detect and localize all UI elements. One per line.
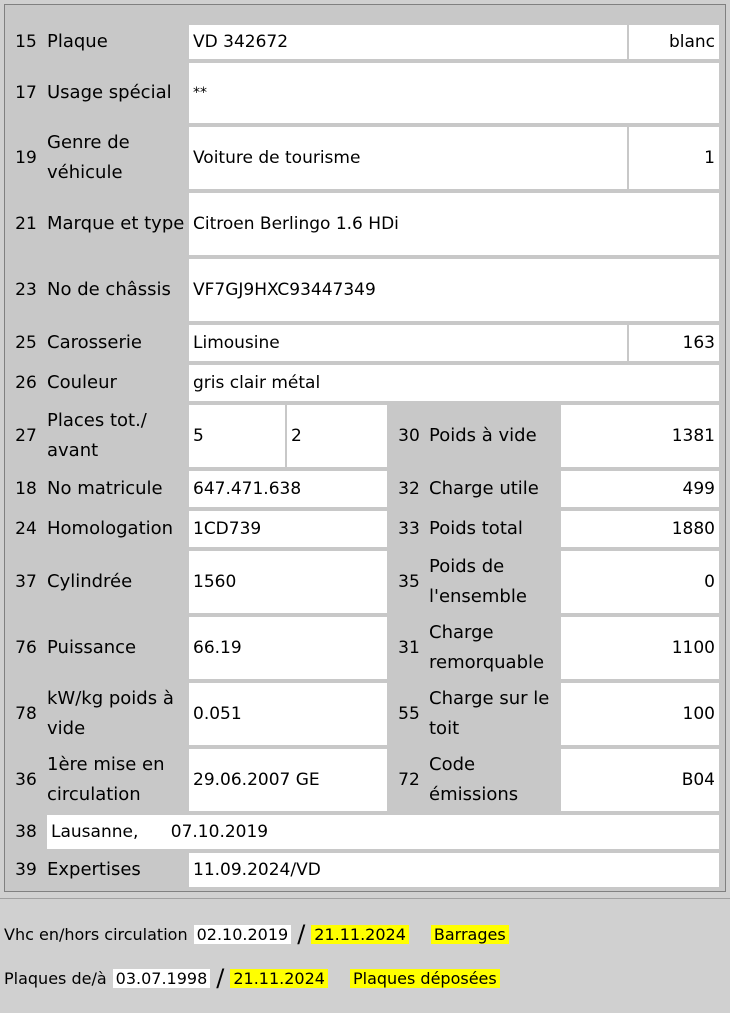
- value-carosserie-code: 163: [629, 325, 719, 361]
- field-number-33: 33: [398, 519, 420, 539]
- value-code-emissions: B04: [561, 749, 719, 811]
- label-couleur: Couleur: [47, 372, 117, 393]
- value-charge-utile: 499: [561, 471, 719, 507]
- field-number-21: 21: [15, 214, 37, 234]
- field-number-24: 24: [15, 519, 37, 539]
- plates-label: Plaques de/à: [4, 968, 107, 988]
- value-usage-special: **: [189, 63, 719, 123]
- label-carosserie: Carosserie: [47, 332, 142, 353]
- label-genre-vehicule: Genre de véhicule: [47, 132, 130, 183]
- label-cylindree: Cylindrée: [47, 571, 133, 592]
- label-poids-vide: Poids à vide: [429, 425, 537, 446]
- field-number-72: 72: [398, 770, 420, 790]
- label-charge-utile: Charge utile: [429, 478, 539, 499]
- value-places-avant: 2: [287, 405, 387, 467]
- plates-date-to: 21.11.2024: [230, 969, 328, 988]
- field-number-76: 76: [15, 638, 37, 658]
- value-premiere-circulation: 29.06.2007 GE: [189, 749, 387, 811]
- value-marque-type: Citroen Berlingo 1.6 HDi: [189, 193, 719, 255]
- field-number-15: 15: [15, 32, 37, 52]
- circulation-status-badge: Barrages: [431, 925, 509, 944]
- value-genre-vehicule: Voiture de tourisme: [189, 127, 627, 189]
- label-homologation: Homologation: [47, 518, 174, 539]
- label-code-emissions: Code émissions: [429, 754, 519, 805]
- field-number-18: 18: [15, 479, 37, 499]
- circulation-date-in: 02.10.2019: [194, 925, 292, 944]
- label-places: Places tot./ avant: [47, 410, 147, 461]
- value-couleur: gris clair métal: [189, 365, 719, 401]
- value-places-total: 5: [189, 405, 285, 467]
- field-number-32: 32: [398, 479, 420, 499]
- label-poids-total: Poids total: [429, 518, 523, 539]
- circulation-label: Vhc en/hors circulation: [4, 924, 188, 944]
- field-number-37: 37: [15, 572, 37, 592]
- label-charge-remorquable: Charge remorquable: [429, 622, 545, 673]
- value-poids-vide: 1381: [561, 405, 719, 467]
- value-plaque-color: blanc: [629, 25, 719, 59]
- circulation-status-line: [4, 919, 509, 949]
- value-matricule: 647.471.638: [189, 471, 387, 507]
- label-premiere-circulation: 1ère mise en circulation: [47, 754, 165, 805]
- field-number-25: 25: [15, 333, 37, 353]
- value-poids-ensemble: 0: [561, 551, 719, 613]
- plates-date-from: 03.07.1998: [113, 969, 211, 988]
- field-number-23: 23: [15, 280, 37, 300]
- value-charge-remorquable: 1100: [561, 617, 719, 679]
- plates-status-line: [4, 963, 500, 993]
- label-matricule: No matricule: [47, 478, 163, 499]
- field-number-36: 36: [15, 770, 37, 790]
- field-number-19: 19: [15, 148, 37, 168]
- field-number-17: 17: [15, 83, 37, 103]
- plates-status-badge: Plaques déposées: [350, 969, 500, 988]
- status-section: [0, 898, 730, 1013]
- value-lieu-date: Lausanne, 07.10.2019: [47, 815, 719, 849]
- value-kw-kg: 0.051: [189, 683, 387, 745]
- plates-slash: /: [216, 964, 225, 992]
- circulation-date-out: 21.11.2024: [311, 925, 409, 944]
- value-genre-code: 1: [629, 127, 719, 189]
- label-charge-toit: Charge sur le toit: [429, 688, 550, 739]
- value-poids-total: 1880: [561, 511, 719, 547]
- label-poids-ensemble: Poids de l'ensemble: [429, 556, 527, 607]
- field-number-55: 55: [398, 704, 420, 724]
- field-number-31: 31: [398, 638, 420, 658]
- value-plaque: VD 342672: [189, 25, 627, 59]
- label-chassis: No de châssis: [47, 279, 171, 300]
- value-cylindree: 1560: [189, 551, 387, 613]
- value-homologation: 1CD739: [189, 511, 387, 547]
- label-marque-type: Marque et type: [47, 213, 185, 234]
- value-expertises: 11.09.2024/VD: [189, 853, 719, 887]
- field-number-30: 30: [398, 426, 420, 446]
- label-plaque: Plaque: [47, 31, 108, 52]
- value-carosserie: Limousine: [189, 325, 627, 361]
- vehicle-registration-panel: [4, 4, 726, 892]
- label-usage-special: Usage spécial: [47, 82, 172, 103]
- label-puissance: Puissance: [47, 637, 137, 658]
- value-charge-toit: 100: [561, 683, 719, 745]
- circulation-slash: /: [297, 920, 306, 948]
- value-chassis: VF7GJ9HXC93447349: [189, 259, 719, 321]
- label-kw-kg: kW/kg poids à vide: [47, 688, 174, 739]
- field-number-78: 78: [15, 704, 37, 724]
- field-number-39: 39: [15, 860, 37, 880]
- field-number-27: 27: [15, 426, 37, 446]
- field-number-38: 38: [15, 822, 37, 842]
- label-expertises: Expertises: [47, 859, 141, 880]
- field-number-35: 35: [398, 572, 420, 592]
- value-puissance: 66.19: [189, 617, 387, 679]
- field-number-26: 26: [15, 373, 37, 393]
